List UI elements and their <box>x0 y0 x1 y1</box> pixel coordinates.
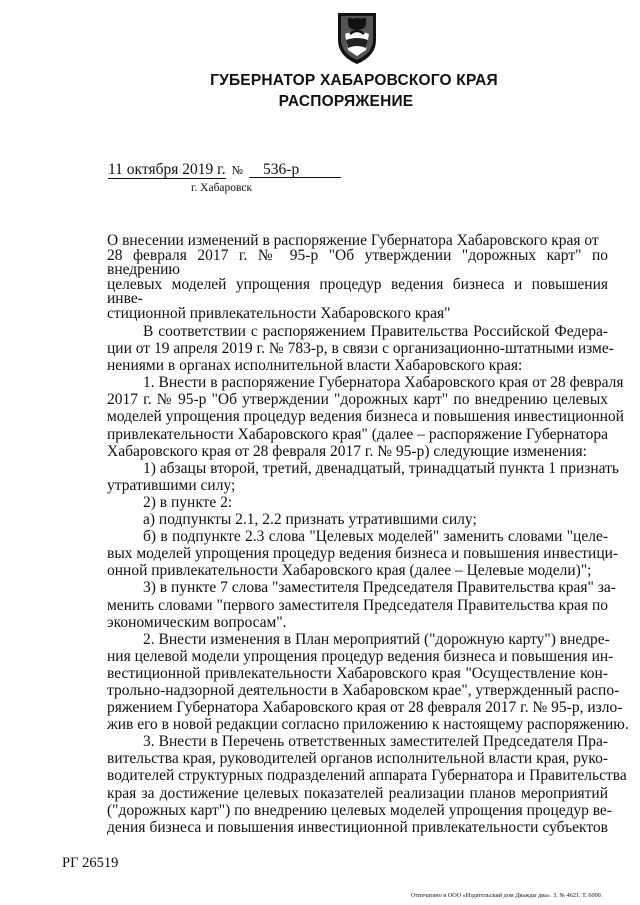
body-line: нениями в органах исполнительной власти Хабаровского края: <box>107 357 523 375</box>
body-line: 3. Внести в Перечень ответственных заместителей Председателя Пра- <box>143 733 608 751</box>
body-line: водителей структурных подразделений аппарата Губернатора и Правительства <box>107 767 627 785</box>
body-line: онной привлекательности Хабаровского края (далее – Целевые модели)"; <box>107 562 592 580</box>
subject-line: О внесении изменений в распоряжение Губернатора Хабаровского края от <box>107 232 599 249</box>
document-city: г. Хабаровск <box>191 182 253 194</box>
document-type-title: РАСПОРЯЖЕНИЕ <box>278 93 414 110</box>
body-line: 1. Внести в распоряжение Губернатора Хабаровского края от 28 февраля <box>143 374 624 392</box>
document-body <box>107 323 629 836</box>
body-line: В соответствии с распоряжением Правительства Российской Федера- <box>143 323 608 340</box>
body-line: привлекательности Хабаровского края" (далее – распоряжение Губернатора <box>107 425 608 443</box>
org-title: ГУБЕРНАТОР ХАБАРОВСКОГО КРАЯ <box>210 72 498 89</box>
body-line: вых моделей упрощения процедур ведения бизнеса и повышения инвестици- <box>107 545 619 563</box>
body-line: ции от 19 апреля 2019 г. № 783-р, в связи с организационно-штатными изме- <box>107 340 614 358</box>
document-number: 536-р <box>249 162 341 178</box>
body-line: вестиционной привлекательности Хабаровского края "Осуществление кон- <box>107 664 608 682</box>
coat-of-arms-icon <box>332 10 382 66</box>
body-line: края за достижение целевых показателей реализации планов мероприятий <box>107 784 608 802</box>
printer-imprint: Отпечатано в ООО «Издательский дом Дважды два». З. № 4621. Т. 6000. <box>411 892 603 899</box>
body-line: 1) абзацы второй, третий, двенадцатый, тринадцатый пункта 1 признать <box>143 459 619 477</box>
body-line: утратившими силу; <box>107 476 236 494</box>
body-line: жив его в новой редакции согласно приложению к настоящему распоряжению. <box>107 716 629 734</box>
document-date: 11 октября 2019 г. <box>108 161 226 178</box>
body-line: ряжением Губернатора Хабаровского края от 28 февраля 2017 г. № 95-р, изло- <box>107 699 623 717</box>
number-sign: № <box>231 163 244 177</box>
body-line: вительства края, руководителей органов исполнительной власти края, руко- <box>107 750 609 768</box>
subject-line: 28 февраля 2017 г. № 95-р "Об утверждении "дорожных карт" по внедрению <box>107 246 608 278</box>
body-line: дения бизнеса и повышения инвестиционной привлекательности субъектов <box>107 818 608 836</box>
body-line: 2017 г. № 95-р "Об утверждении "дорожных карт" по внедрению целевых <box>107 391 608 409</box>
subject-line: стиционной привлекательности Хабаровского края" <box>107 304 451 322</box>
body-line: менить словами "первого заместителя Председателя Правительства края по <box>107 596 608 614</box>
date-number-line <box>108 161 341 179</box>
body-line: 3) в пункте 7 слова "заместителя Председателя Правительства края" за- <box>143 579 616 597</box>
subject-line: целевых моделей упрощения процедур ведения бизнеса и повышения инве- <box>107 275 608 307</box>
document-subject <box>107 234 608 321</box>
body-line: экономическим вопросам". <box>107 613 287 631</box>
body-line: 2. Внести изменения в План мероприятий ("дорожную карту") внедре- <box>143 630 610 648</box>
body-line: Хабаровского края от 28 февраля 2017 г. № 95-р) следующие изменения: <box>107 442 587 460</box>
body-line: б) в подпункте 2.3 слова "Целевых моделей" заменить словами "целе- <box>143 528 608 546</box>
body-line: трольно-надзорной деятельности в Хабаровском крае", утвержденный распо- <box>107 681 620 699</box>
body-line: ("дорожных карт") по внедрению целевых моделей упрощения процедур ве- <box>107 801 612 819</box>
body-line: а) подпункты 2.1, 2.2 признать утратившими силу; <box>143 511 477 529</box>
body-line: 2) в пункте 2: <box>143 493 233 511</box>
registration-code: РГ 26519 <box>62 855 119 871</box>
body-line: ния целевой модели упрощения процедур ведения бизнеса и повышения ин- <box>107 647 614 665</box>
body-line: моделей упрощения процедур ведения бизнеса и повышения инвестиционной <box>107 408 624 426</box>
